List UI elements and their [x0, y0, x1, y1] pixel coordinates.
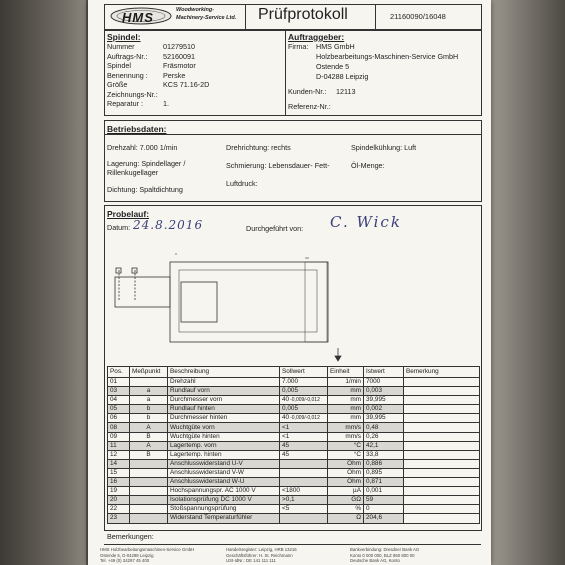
cell-messpunkt — [130, 387, 168, 396]
cell-bemerkung — [404, 450, 480, 459]
cell-pos-text: 09 — [110, 432, 118, 440]
cell-beschreibung-text: Drehzahl — [170, 378, 196, 386]
cell-einheit — [328, 514, 364, 523]
cell-einheit — [328, 450, 364, 459]
cell-messpunkt-text: B — [146, 450, 151, 458]
cell-pos-text: 08 — [110, 423, 118, 431]
cell-istwert — [364, 478, 404, 487]
cell-bemerkung — [404, 423, 480, 432]
cell-sollwert-text: <1800 — [282, 487, 300, 495]
cell-sollwert-text: <1 — [282, 432, 290, 440]
cell-istwert — [364, 487, 404, 496]
cell-einheit-text: mm/s — [345, 432, 361, 440]
cell-pos-text: 14 — [110, 459, 118, 467]
cell-pos-text: 06 — [110, 414, 118, 422]
cell-sollwert — [280, 396, 328, 405]
cell-beschreibung — [168, 487, 280, 496]
spindel-heading: Spindel: — [107, 32, 141, 42]
cell-istwert-text: 0,003 — [366, 387, 382, 395]
cell-beschreibung-text: Durchmesser vorn — [170, 396, 223, 404]
cell-beschreibung-text: Anschlusswiderstand W-U — [170, 478, 245, 486]
cell-einheit-text: mm/s — [345, 423, 361, 431]
cell-pos-text: 11 — [110, 441, 117, 449]
cell-sollwert-text: <1 — [282, 423, 290, 431]
cell-istwert — [364, 450, 404, 459]
cell-beschreibung-text: Anschlusswiderstand U-V — [170, 459, 243, 467]
cell-sollwert-text: 0,005 — [282, 387, 298, 395]
cell-pos-text: 12 — [110, 450, 118, 458]
cell-beschreibung — [168, 468, 280, 477]
cell-bemerkung — [404, 468, 480, 477]
company-line2: Machinery-Service Ltd. — [176, 15, 237, 21]
spindel-field-label: Reparatur : — [107, 99, 143, 108]
footer-line: Handelsregister: Leipzig, HRB 13216 — [226, 547, 297, 552]
cell-bemerkung — [404, 432, 480, 441]
auftraggeber-line3: Ostende 5 — [316, 62, 350, 71]
cell-istwert-text: 0,871 — [366, 478, 382, 486]
spindle-drawing — [105, 240, 355, 362]
cell-bemerkung — [404, 414, 480, 423]
background-left — [0, 0, 86, 565]
cell-bemerkung — [404, 478, 480, 487]
spindel-field-value: Fräsmotor — [163, 61, 196, 70]
cell-beschreibung-text: Anschlusswiderstand V-W — [170, 468, 244, 476]
footer-line: Geschäftsführer: H. St. Reichmann — [226, 552, 293, 558]
datum-label: Datum: — [107, 223, 131, 232]
cell-beschreibung — [168, 387, 280, 396]
cell-einheit — [328, 423, 364, 432]
cell-istwert-text: 39,995 — [366, 414, 386, 422]
cell-istwert — [364, 414, 404, 423]
table-row — [108, 496, 480, 505]
firma-value: HMS GmbH — [316, 42, 355, 51]
cell-sollwert — [280, 441, 328, 450]
schmierung: Schmierung: Lebensdauer- Fett- — [226, 161, 330, 170]
cell-pos-text: 03 — [110, 387, 118, 395]
cell-sollwert-text: >0,1 — [282, 496, 295, 504]
cell-istwert-text: 0,886 — [366, 459, 382, 467]
cell-pos — [108, 468, 130, 477]
cell-istwert-text: 0,48 — [366, 423, 379, 431]
cell-einheit — [328, 478, 364, 487]
table-header-row — [108, 367, 480, 378]
cell-einheit-text: mm — [350, 396, 361, 404]
spindelkuehlung: Spindelkühlung: Luft — [351, 143, 417, 152]
cell-messpunkt — [130, 505, 168, 514]
firma-label: Firma: — [288, 42, 309, 51]
cell-pos — [108, 441, 130, 450]
cell-einheit — [328, 468, 364, 477]
cell-messpunkt-text: A — [146, 423, 151, 431]
cell-beschreibung — [168, 396, 280, 405]
cell-pos-text: 15 — [110, 468, 118, 476]
cell-pos-text: 20 — [110, 496, 118, 504]
cell-sollwert — [280, 487, 328, 496]
cell-istwert — [364, 387, 404, 396]
table-row — [108, 505, 480, 514]
lagerung-2: Rillenkugellager — [107, 168, 159, 177]
footer-line: Konto 0 000 000, BLZ 860 800 00 — [350, 552, 415, 558]
cell-einheit-text: GΩ — [351, 496, 361, 504]
cell-messpunkt — [130, 487, 168, 496]
cell-istwert — [364, 441, 404, 450]
results-table — [107, 366, 480, 524]
cell-pos — [108, 514, 130, 523]
table-row — [108, 450, 480, 459]
spindel-field-value: 01279510 — [163, 42, 195, 51]
cell-messpunkt — [130, 414, 168, 423]
cell-sollwert — [280, 405, 328, 414]
cell-messpunkt-text: a — [146, 387, 151, 395]
cell-einheit-text: °C — [353, 450, 361, 458]
luftdruck: Luftdruck: — [226, 179, 258, 188]
cell-istwert — [364, 423, 404, 432]
cell-bemerkung — [404, 459, 480, 468]
cell-beschreibung — [168, 478, 280, 487]
cell-bemerkung — [404, 514, 480, 523]
footer-line: Ostende 5, D-04288 Leipzig — [100, 552, 154, 558]
cell-beschreibung-text: Widerstand Temperaturfühler — [170, 514, 253, 522]
col-header-messpunkt: Meßpunkt — [130, 367, 168, 378]
cell-pos — [108, 459, 130, 468]
col-header-istwert: Istwert — [364, 367, 404, 378]
cell-beschreibung-text: Durchmesser hinten — [170, 414, 228, 422]
cell-sollwert — [280, 496, 328, 505]
cell-beschreibung — [168, 414, 280, 423]
doc-number: 21160090/16048 — [390, 12, 446, 21]
cell-pos-text: 19 — [110, 487, 118, 495]
cell-pos-text: 04 — [110, 396, 118, 404]
cell-sollwert-tolerance: -0,009/-0,012 — [290, 397, 320, 404]
cell-einheit — [328, 432, 364, 441]
table-row — [108, 396, 480, 405]
cell-messpunkt — [130, 378, 168, 387]
col-header-bemerkung: Bemerkung — [404, 367, 480, 378]
cell-istwert-text: 0,002 — [366, 405, 382, 413]
cell-messpunkt — [130, 396, 168, 405]
cell-einheit — [328, 487, 364, 496]
cell-messpunkt — [130, 478, 168, 487]
company-line1: Woodworking- — [176, 7, 215, 13]
table-row — [108, 405, 480, 414]
table-row — [108, 468, 480, 477]
table-row — [108, 441, 480, 450]
cell-bemerkung — [404, 387, 480, 396]
auftraggeber-line2: Holzbearbeitungs-Maschinen-Service GmbH — [316, 52, 459, 61]
cell-beschreibung — [168, 496, 280, 505]
footer-line: Tel. +49 (0) 34297 45 400 — [100, 558, 150, 563]
company-logo: HMS — [110, 7, 172, 25]
cell-sollwert — [280, 423, 328, 432]
cell-messpunkt — [130, 514, 168, 523]
cell-sollwert — [280, 432, 328, 441]
cell-sollwert-text: <5 — [282, 505, 290, 513]
cell-sollwert — [280, 450, 328, 459]
spindel-field-label: Nummer — [107, 42, 135, 51]
spindel-field-label: Spindel — [107, 61, 131, 70]
cell-istwert-text: 59 — [366, 496, 374, 504]
cell-beschreibung-text: Hochspannungspr. AC 1000 V — [170, 487, 256, 495]
cell-istwert — [364, 459, 404, 468]
table-row — [108, 478, 480, 487]
referenz-label: Referenz-Nr.: — [288, 102, 331, 111]
cell-sollwert — [280, 414, 328, 423]
cell-sollwert — [280, 514, 328, 523]
spindel-field-value: KCS 71.16-2D — [163, 80, 210, 89]
cell-messpunkt-text: B — [146, 432, 151, 440]
oel-menge: Öl-Menge: — [351, 161, 385, 170]
table-row — [108, 387, 480, 396]
cell-einheit — [328, 405, 364, 414]
cell-beschreibung-text: Lagertemp. vorn — [170, 441, 217, 449]
table-row — [108, 432, 480, 441]
cell-messpunkt — [130, 450, 168, 459]
table-row — [108, 459, 480, 468]
cell-einheit — [328, 505, 364, 514]
cell-istwert — [364, 496, 404, 505]
cell-sollwert-text: 7.000 — [282, 378, 298, 386]
cell-pos — [108, 378, 130, 387]
cell-messpunkt — [130, 468, 168, 477]
cell-beschreibung-text: Lagertemp. hinten — [170, 450, 222, 458]
cell-sollwert-text: 45 — [282, 441, 290, 449]
cell-sollwert-text: 45 — [282, 450, 290, 458]
spindel-field-value: Perske — [163, 70, 186, 80]
cell-sollwert-text: 40 — [282, 414, 290, 422]
dichtung: Dichtung: Spaltdichtung — [107, 185, 183, 194]
cell-istwert — [364, 432, 404, 441]
cell-messpunkt — [130, 432, 168, 441]
spindel-field-label: Benennung : — [107, 70, 148, 80]
cell-einheit — [328, 459, 364, 468]
table-row — [108, 514, 480, 523]
cell-beschreibung — [168, 450, 280, 459]
cell-pos-text: 16 — [110, 478, 118, 486]
cell-beschreibung — [168, 514, 280, 523]
footer-line: USt-IdNr.: DE 141 111 111 — [226, 558, 276, 563]
cell-pos — [108, 505, 130, 514]
spindel-field-value: 1. — [163, 99, 169, 108]
cell-einheit-text: Ohm — [347, 478, 361, 486]
table-row — [108, 378, 480, 387]
cell-pos — [108, 423, 130, 432]
spindel-field-value: 52160091 — [163, 51, 195, 61]
cell-messpunkt-text: b — [146, 405, 151, 413]
col-header-beschreibung: Beschreibung — [168, 367, 280, 378]
cell-istwert — [364, 505, 404, 514]
cell-pos-text: 05 — [110, 405, 118, 413]
cell-istwert-text: 42,1 — [366, 441, 379, 449]
datum-value: 24.8.2016 — [133, 218, 204, 232]
cell-einheit-text: °C — [353, 441, 361, 449]
cell-sollwert-text: 40 — [282, 396, 290, 404]
cell-messpunkt — [130, 441, 168, 450]
cell-beschreibung-text: Isolationsprüfung DC 1000 V — [170, 496, 252, 504]
betriebsdaten-heading: Betriebsdaten: — [107, 124, 167, 134]
cell-pos-text: 01 — [110, 378, 118, 386]
cell-messpunkt-text: b — [146, 414, 151, 422]
probelauf-heading: Probelauf: — [107, 209, 150, 219]
cell-istwert — [364, 405, 404, 414]
spindel-field-label: Größe — [107, 80, 128, 89]
spindel-field-label: Zeichnungs-Nr.: — [107, 89, 158, 99]
cell-istwert — [364, 468, 404, 477]
spindel-field-label: Auftrags-Nr.: — [107, 51, 148, 61]
cell-messpunkt — [130, 459, 168, 468]
cell-einheit — [328, 396, 364, 405]
col-header-einheit: Einheit — [328, 367, 364, 378]
cell-istwert-text: 0,001 — [366, 487, 382, 495]
cell-istwert-text: 33,8 — [366, 450, 379, 458]
cell-messpunkt — [130, 496, 168, 505]
cell-sollwert — [280, 478, 328, 487]
cell-beschreibung — [168, 441, 280, 450]
cell-sollwert-text: 0,005 — [282, 405, 298, 413]
cell-einheit-text: Ω — [356, 514, 361, 522]
cell-pos — [108, 405, 130, 414]
cell-messpunkt — [130, 423, 168, 432]
cell-sollwert — [280, 459, 328, 468]
cell-messpunkt-text: a — [146, 396, 151, 404]
cell-einheit-text: Ohm — [347, 468, 361, 476]
cell-pos — [108, 396, 130, 405]
durchgefuehrt-value: C. Wick — [330, 213, 402, 231]
cell-beschreibung-text: Wuchtgüte vorn — [170, 423, 215, 431]
cell-einheit — [328, 414, 364, 423]
page-title: Prüfprotokoll — [258, 6, 348, 23]
footer-line: HMS Holzbearbeitungsmaschinen-Service GmbH — [100, 547, 195, 552]
cell-einheit — [328, 387, 364, 396]
cell-istwert — [364, 378, 404, 387]
drehrichtung: Drehrichtung: rechts — [226, 143, 291, 152]
lagerung: Lagerung: Spindellager / — [107, 159, 186, 168]
cell-sollwert — [280, 505, 328, 514]
cell-istwert-text: 0 — [366, 505, 370, 513]
cell-einheit-text: Ohm — [347, 459, 361, 467]
col-header-pos: Pos. — [108, 367, 130, 378]
cell-beschreibung — [168, 432, 280, 441]
cell-istwert-text: 0,895 — [366, 468, 382, 476]
cell-bemerkung — [404, 441, 480, 450]
cell-sollwert-tolerance: -0,009/-0,012 — [290, 415, 320, 422]
cell-pos — [108, 432, 130, 441]
cell-sollwert — [280, 387, 328, 396]
cell-einheit — [328, 441, 364, 450]
cell-beschreibung-text: Rundlauf hinten — [170, 405, 215, 413]
table-row — [108, 414, 480, 423]
durchgefuehrt-label: Durchgeführt von: — [246, 224, 304, 233]
cell-pos-text: 23 — [110, 514, 118, 522]
footer-line: Deutsche Bank AG, Konto — [350, 558, 400, 563]
table-row — [108, 423, 480, 432]
cell-beschreibung — [168, 505, 280, 514]
cell-pos-text: 22 — [110, 505, 118, 513]
cell-sollwert — [280, 468, 328, 477]
cell-sollwert — [280, 378, 328, 387]
cell-einheit-text: mm — [350, 414, 361, 422]
cell-einheit — [328, 496, 364, 505]
table-row — [108, 487, 480, 496]
cell-pos — [108, 496, 130, 505]
cell-istwert-text: 204,6 — [366, 514, 382, 522]
cell-bemerkung — [404, 405, 480, 414]
cell-istwert — [364, 396, 404, 405]
cell-pos — [108, 387, 130, 396]
drehzahl: Drehzahl: 7.000 1/min — [107, 143, 178, 152]
background-right — [491, 0, 565, 565]
auftraggeber-line4: D-04288 Leipzig — [316, 72, 369, 81]
cell-bemerkung — [404, 505, 480, 514]
cell-istwert-text: 7000 — [366, 378, 381, 386]
cell-beschreibung-text: Rundlauf vorn — [170, 387, 210, 395]
cell-bemerkung — [404, 487, 480, 496]
cell-einheit-text: % — [355, 505, 361, 513]
cell-istwert — [364, 514, 404, 523]
cell-einheit-text: mm — [350, 405, 361, 413]
bemerkungen-label: Bemerkungen: — [107, 532, 154, 541]
col-header-sollwert: Sollwert — [280, 367, 328, 378]
cell-einheit-text: 1/min — [345, 378, 361, 386]
cell-pos — [108, 478, 130, 487]
cell-beschreibung — [168, 378, 280, 387]
cell-pos — [108, 487, 130, 496]
cell-messpunkt-text: A — [146, 441, 151, 449]
kunden-value: 12113 — [336, 87, 356, 96]
cell-beschreibung-text: Wuchtgüte hinten — [170, 432, 220, 440]
cell-istwert-text: 0,26 — [366, 432, 379, 440]
cell-pos — [108, 414, 130, 423]
auftraggeber-heading: Auftraggeber: — [288, 32, 345, 42]
cell-beschreibung — [168, 459, 280, 468]
cell-bemerkung — [404, 496, 480, 505]
cell-bemerkung — [404, 396, 480, 405]
cell-beschreibung-text: Stoßspannungsprüfung — [170, 505, 237, 513]
kunden-label: Kunden-Nr.: — [288, 87, 327, 96]
cell-bemerkung — [404, 378, 480, 387]
cell-istwert-text: 39,995 — [366, 396, 386, 404]
cell-einheit-text: µA — [353, 487, 361, 495]
cell-beschreibung — [168, 405, 280, 414]
cell-messpunkt — [130, 405, 168, 414]
cell-pos — [108, 450, 130, 459]
cell-einheit-text: mm — [350, 387, 361, 395]
cell-beschreibung — [168, 423, 280, 432]
footer-line: Bankverbindung: Dresdner Bank AG — [350, 547, 420, 552]
cell-einheit — [328, 378, 364, 387]
